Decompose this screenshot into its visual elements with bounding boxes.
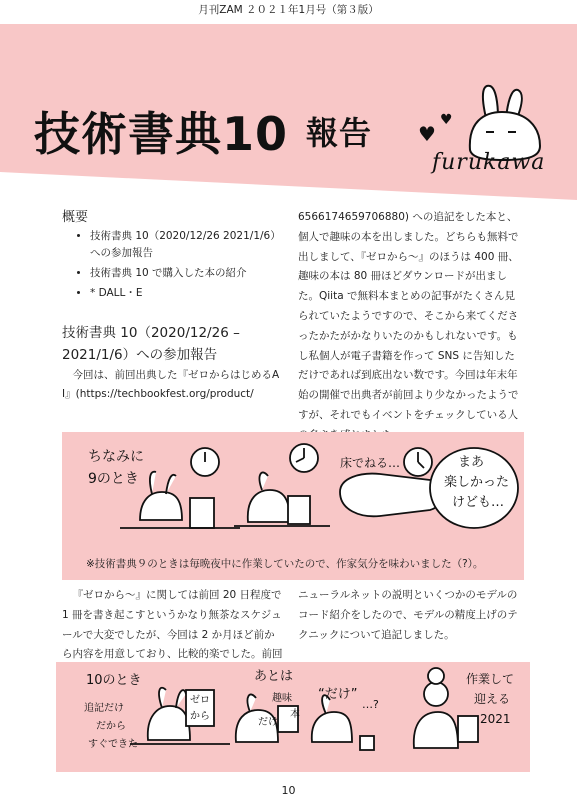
toc-item: • 技術書典 10 で購入した本の紹介 — [90, 265, 284, 282]
title-subword: 報告 — [306, 114, 373, 152]
comic-text: ゼロ — [190, 695, 210, 706]
comic-text: まあ — [458, 455, 485, 470]
comic-text: …? — [362, 698, 379, 711]
comic-text: “だけ” — [318, 687, 358, 702]
comic-text: 床でねる… — [340, 456, 401, 470]
comic-text: 趣味 — [272, 693, 292, 704]
comic-text: だけ — [258, 717, 278, 728]
paragraph: ニューラルネットの説明といくつかのモデルのコード紹介をしたので、モデルの精度上げのテクニックについて追記しました。 — [298, 589, 518, 641]
author-name: furukawa — [432, 150, 546, 175]
toc-item: • 技術書典 10（2020/12/26 2021/1/6）への参加報告 — [90, 228, 284, 262]
page-number: 10 — [281, 784, 296, 797]
comic-text: 迎える — [474, 692, 511, 706]
comic-text: けども… — [452, 495, 505, 510]
comic-caption: ※技術書典９のときは毎晩夜中に作業していたので、作家気分を味わいました（?）。 — [86, 558, 484, 570]
comic-text: 2021 — [480, 712, 511, 726]
paragraph: 今回は、前回出典した『ゼロからはじめるAI』(https://techbookfest.org/product/ — [62, 368, 280, 400]
heart-icon: ♥ — [440, 112, 453, 128]
issue-header: 月刊ZAM ２０２１年1月号（第３版） — [198, 4, 379, 16]
comic-text: だから — [96, 721, 126, 732]
comic-text: から — [190, 711, 210, 722]
comic-text: ちなみに — [88, 449, 144, 465]
toc-item: • * DALL・E — [90, 285, 284, 302]
comic-text: すぐできた — [88, 739, 138, 750]
comic-text: 追記だけ — [84, 703, 124, 714]
paragraph: 『ゼロから〜』に関しては前回 20 日程度で 1 冊を書き起こすというかなり無茶なスケジュールで大変でしたが、今回は 2 か月ほど前から内容を用意しており、比較的楽でした。前回 — [62, 589, 283, 661]
toc-heading: 概要 — [62, 210, 89, 225]
heart-icon: ♥ — [418, 122, 436, 146]
comic-text: 10のとき — [86, 673, 142, 688]
comic-text: 本 — [290, 709, 300, 720]
comic-text: 9のとき — [88, 471, 139, 487]
paragraph: 6566174659706880) への追記をした本と、個人で趣味の本を出しました。どちらも無料で出しまして、『ゼロから〜』のほうは 400 冊、趣味の本は 80 冊ほどダウンロードが出ました。Qiita で無料本まとめの記事がたくさん見られていたようですので、そこから来てくださったかたがかなりいたのかもしれないです。もし私個人が電子書籍を作って SNS に告知しただけであれば到底出ない数です。今回は年末年始の開催で出典者が前回より少なかったようですが、それでもイベントをチェックしている人 — [298, 211, 519, 421]
comic-text: あとは — [254, 669, 294, 684]
section-title: 技術書典 10（2020/12/26 – 2021/1/6）への参加報告 — [62, 324, 240, 363]
comic-text: 楽しかった — [444, 475, 510, 490]
comic-text: 作業して — [466, 672, 515, 686]
page-title: 技術書典10 — [34, 107, 289, 161]
